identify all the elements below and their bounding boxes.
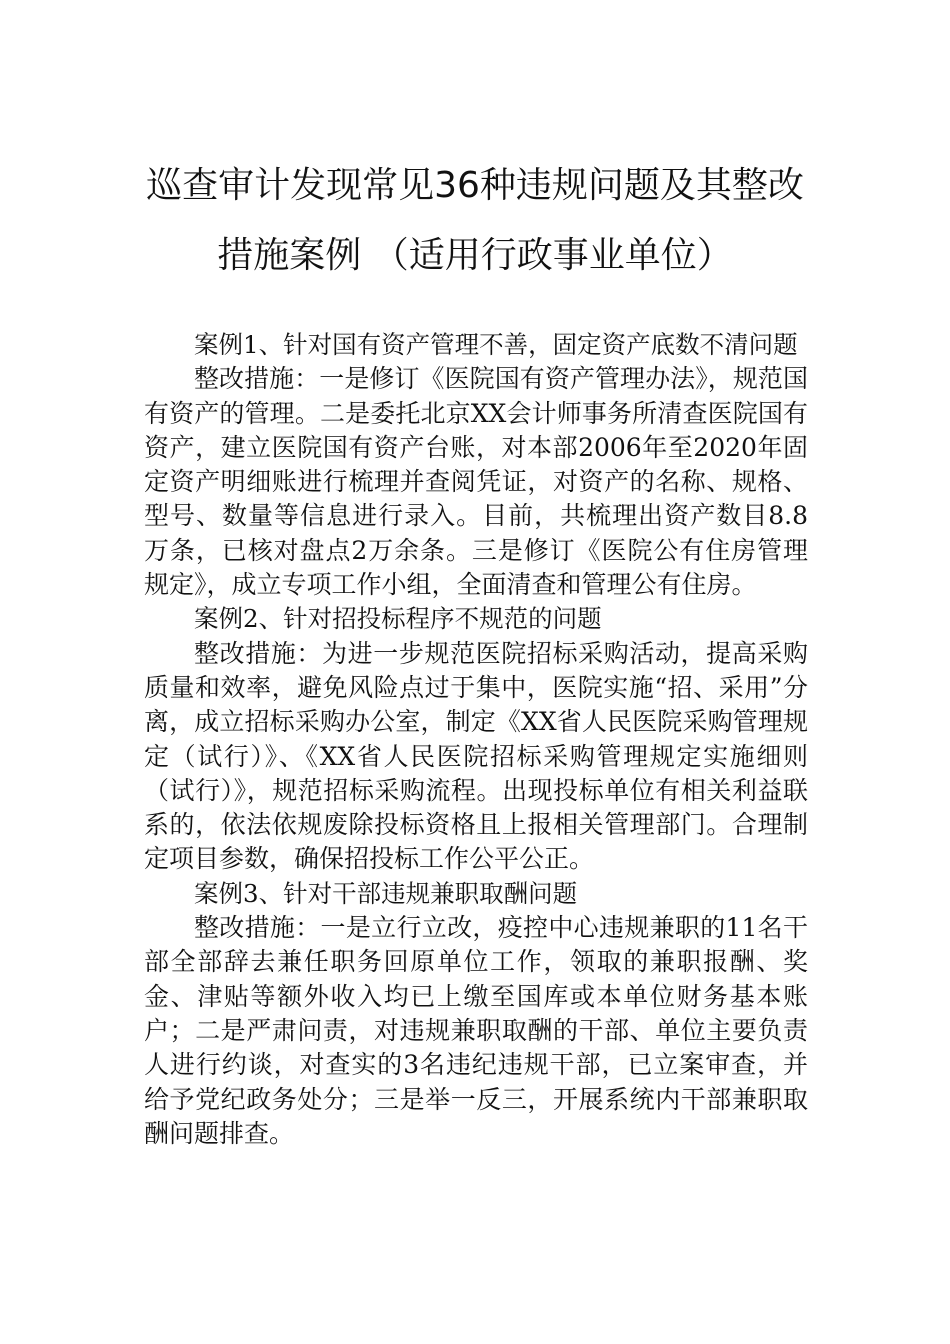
document-title-line-2: 措施案例 （适用行政事业单位）	[217, 235, 733, 276]
document-title-line-1: 巡查审计发现常见36种违规问题及其整改	[146, 165, 804, 206]
case-1-heading: 案例1、针对国有资产管理不善，固定资产底数不清问题	[194, 330, 798, 359]
case-1-measures: 整改措施：一是修订《医院国有资产管理办法》，规范国有资产的管理。二是委托北京XX会计师事务所清查医院国有资产，建立医院国有资产台账，对本部2006年至2020年固定资产明细账进行梳理并查阅凭证，对资产的名称、规格、型号、数量等信息进行录入。目前，共梳理出资产数目8.8万条，已核对盘点2万余条。三是修订《医院公有住房管理规定》，成立专项工作小组，全面清查和管理公有住房。	[144, 364, 808, 600]
case-3-heading: 案例3、针对干部违规兼职取酬问题	[194, 878, 578, 908]
case-3-measures: 整改措施：一是立行立改，疫控中心违规兼职的11名干部全部辞去兼任职务回原单位工作，领取的兼职报酬、奖金、津贴等额外收入均已上缴至国库或本单位财务基本账户；二是严肃问责，对违规兼职取酬的干部、单位主要负责人进行约谈，对查实的3名违纪违规干部，已立案审查，并给予党纪政务处分；三是举一反三，开展系统内干部兼职取酬问题排查。	[144, 913, 808, 1148]
case-2-heading: 案例2、针对招投标程序不规范的问题	[194, 604, 602, 634]
document-body	[144, 328, 808, 1151]
case-2-measures: 整改措施：为进一步规范医院招标采购活动，提高采购质量和效率，避免风险点过于集中，医院实施“招、采用”分离，成立招标采购办公室，制定《XX省人民医院采购管理规定（试行）》、《XX省人民医院招标采购管理规定实施细则（试行）》，规范招标采购流程。出现投标单位有相关利益联系的，依法依规废除投标资格且上报相关管理部门。合理制定项目参数，确保招投标工作公平公正。	[144, 638, 808, 874]
